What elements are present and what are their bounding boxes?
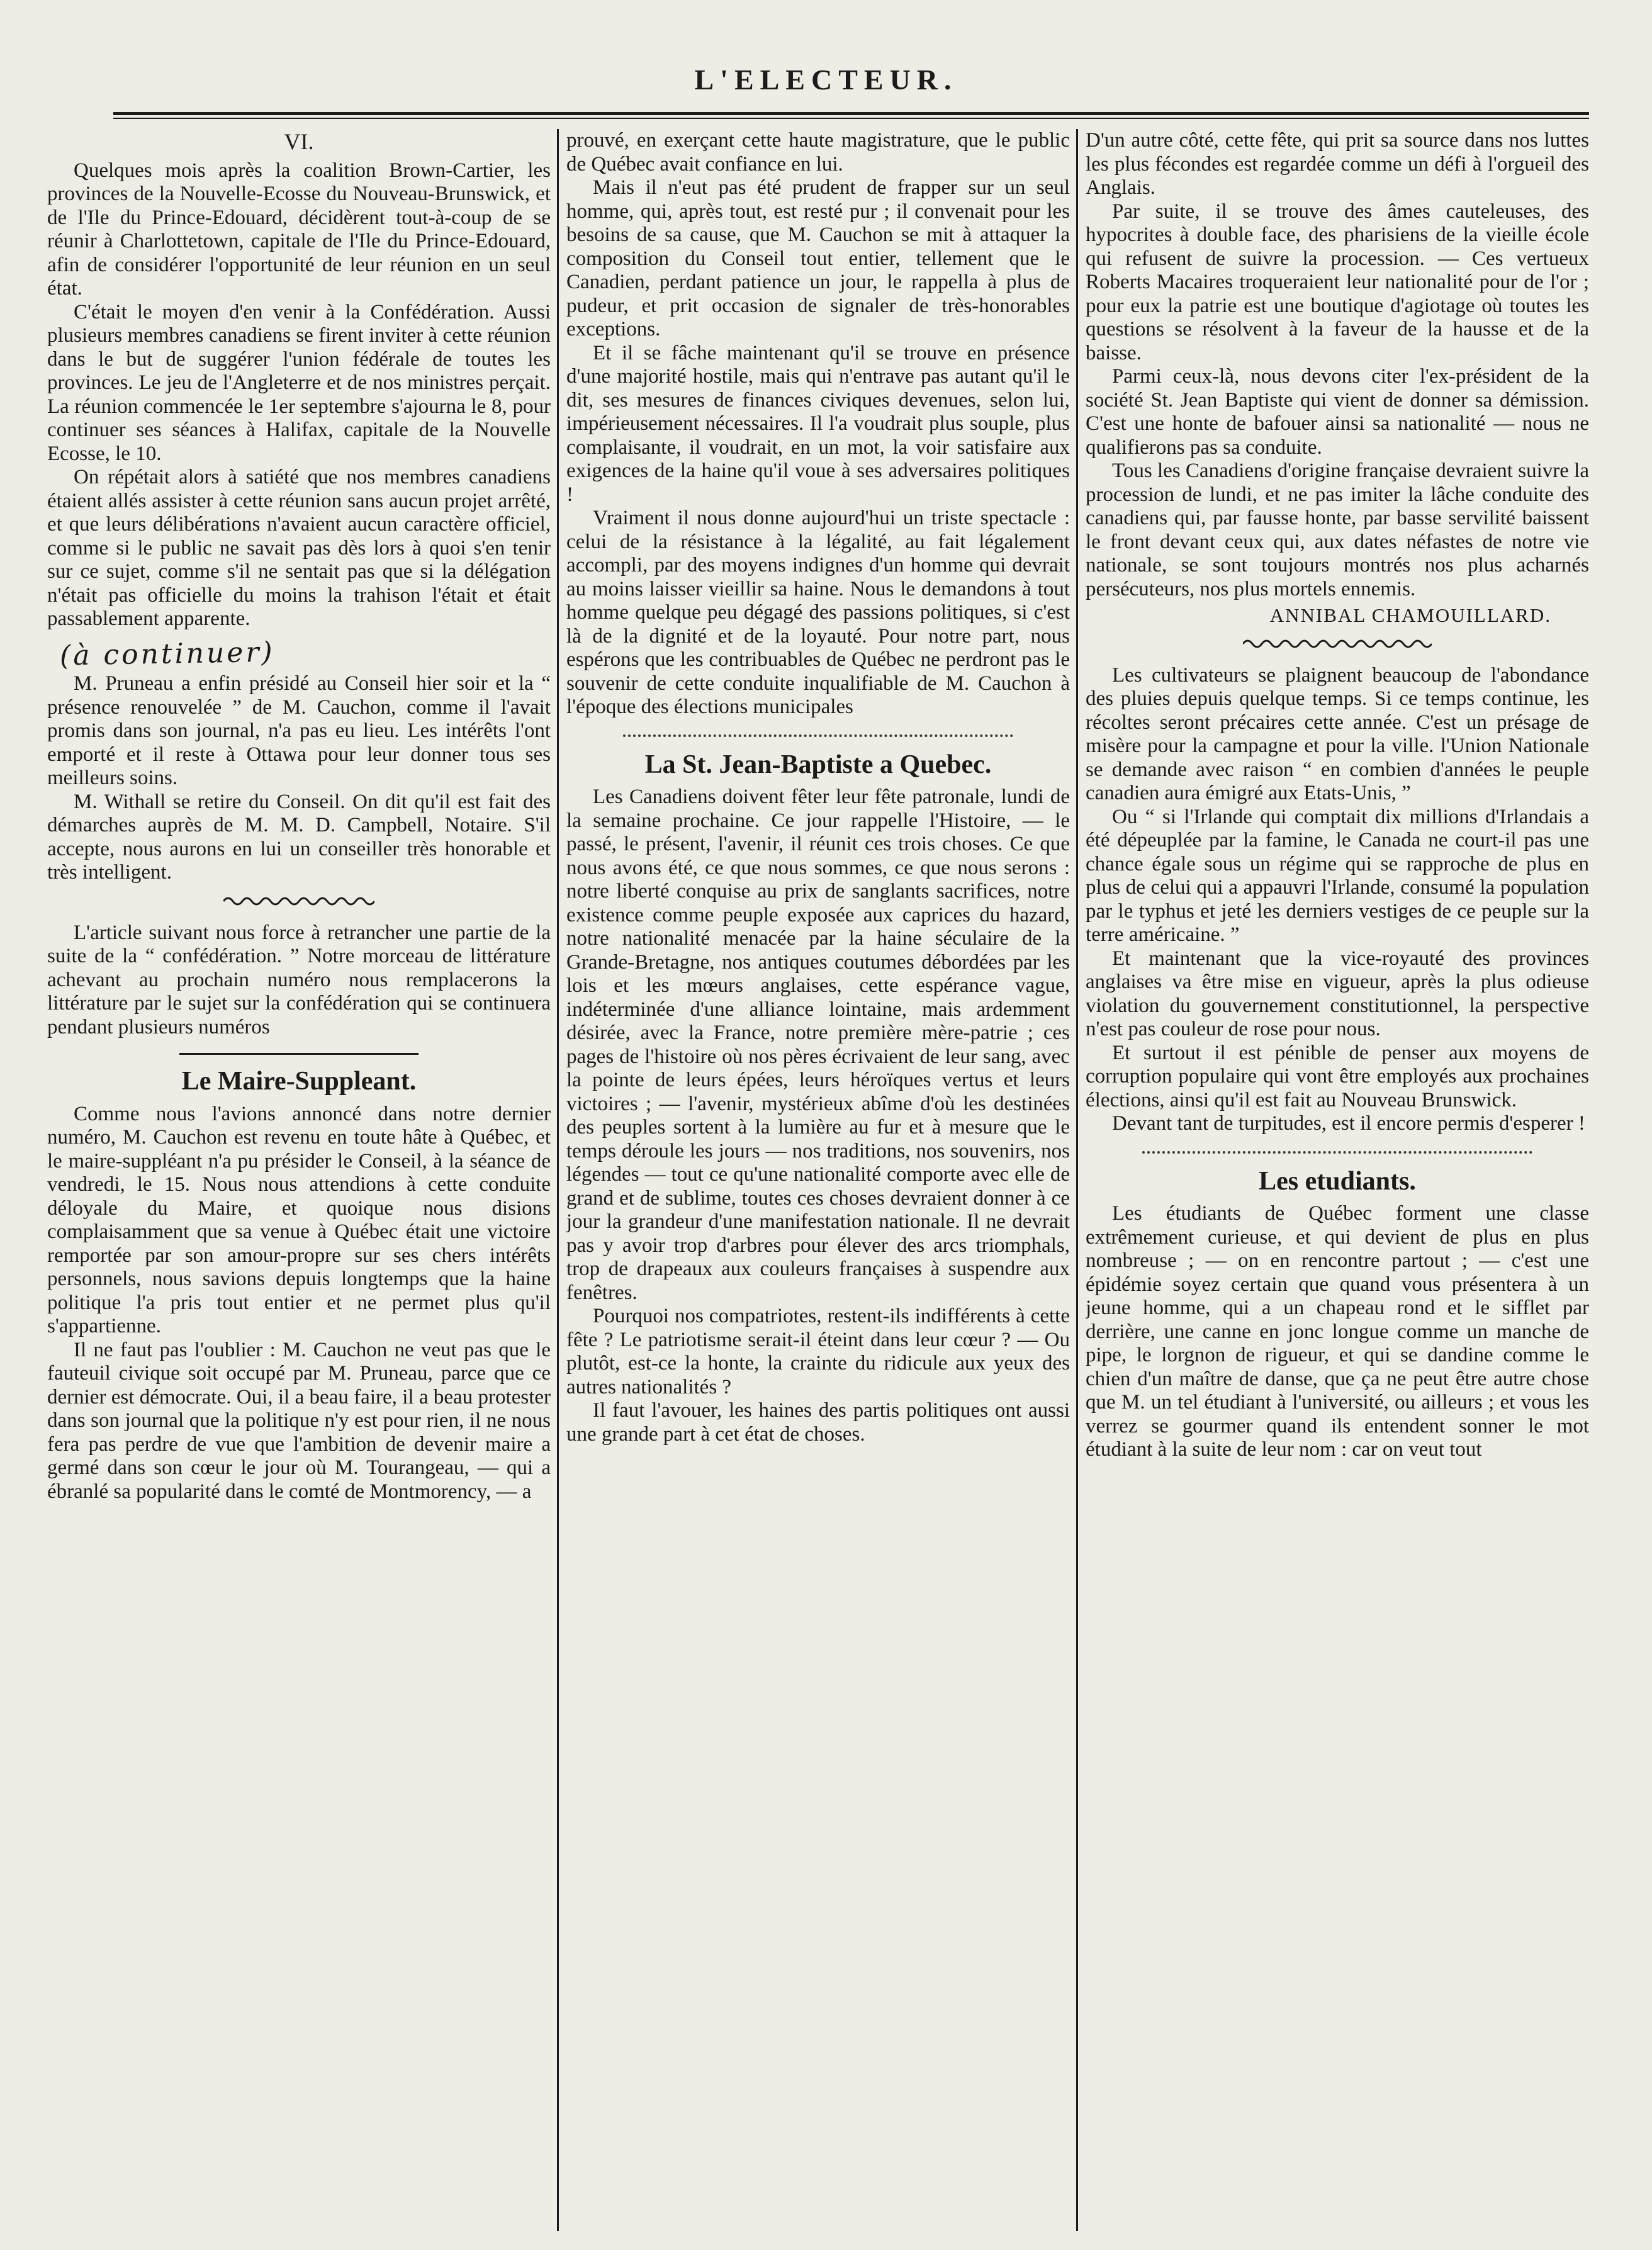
article-paragraph: Quelques mois après la coalition Brown-Cartier, les provinces de la Nouvelle-Ecosse du Nouveau-Brunswick, et de l'Ile du Prince-Edouard, décidèrent tout-à-coup de se réunir à Charlottetown, capitale de l'Ile du Prince-Edouard, afin de considérer l'opportunité de leur réunion en un seul état.	[47, 159, 551, 300]
article-paragraph: Les Canadiens doivent fêter leur fête patronale, lundi de la semaine prochaine. Ce jour rappelle l'Histoire, — le passé, le présent, l'avenir, il réunit ces trois choses. Ce que nous avons été, ce que nous sommes, ce que nous serons : notre liberté conquise au prix de sanglants sacrifices, notre existence comme peuple exposée aux caprices du hazard, notre nationalité menacée par la haine séculaire de la Grande-Bretagne, nos antiques coutumes débordées par les lois et les mœurs anglaises, cette espérance vague, indéterminée d'une alliance lointaine, mais ardemment désirée, avec la France, notre première mère-patrie ; ces pages de l'histoire où nos pères écrivaient de leur sang, avec la pointe de leurs épées, leurs héroïques vertus et leurs victoires ; — l'avenir, mystérieux abîme d'où les destinées des peuples sortent à la lumière au fur et à mesure que le temps déroule les jours — nos traditions, nos souvenirs, nos légendes — tout ce qu'une nationalité comporte avec elle de grand et de sublime, toutes ces choses devraient donner à ce jour la grandeur d'une manifestation nationale. Il ne devrait pas y avoir trop d'arbres pour élever des arcs triomphals, trop de drapeaux aux couleurs françaises à suspendre aux fenêtres.	[566, 785, 1070, 1304]
handwritten-annotation: (à continuer)	[59, 636, 275, 672]
column-3	[1086, 129, 1589, 2231]
news-paragraph: M. Withall se retire du Conseil. On dit qu'il est fait des démarches auprès de M. M. D. Campbell, Notaire. S'il accepte, nous aurons en lui un conseiller très honorable et très intelligent.	[47, 790, 551, 884]
news-paragraph: Et surtout il est pénible de penser aux moyens de corruption populaire qui vont être employés aux prochaines élections, ainsi qu'il est fait au Nouveau Brunswick.	[1086, 1041, 1589, 1111]
article-paragraph: Par suite, il se trouve des âmes cauteleuses, des hypocrites à double face, des pharisiens de la vieille école qui refusent de suivre la procession. — Ces vertueux Roberts Macaires troqueraient leur nationalité pour de l'or ; pour eux la patrie est une boutique d'agiotage où toutes les questions se résolvent à la faveur de la hausse et de la baisse.	[1086, 200, 1589, 364]
article-headline: Le Maire-Suppleant.	[181, 1067, 417, 1096]
notice-paragraph: L'article suivant nous force à retrancher une partie de la suite de la “ confédération. ” Notre morceau de littérature achevant au prochain numéro nous remplacerons la littérature par le sujet sur la confédération qui se continuera pendant plusieurs numéros	[47, 921, 551, 1038]
column-1	[47, 129, 551, 2231]
article-paragraph: Il ne faut pas l'oublier : M. Cauchon ne veut pas que le fauteuil civique soit occupé par M. Pruneau, parce que ce dernier est démocrate. Oui, il a beau faire, il a beau protester dans son journal que la politique n'y est pour rien, il ne nous fera pas perdre de vue que l'ambition de devenir maire a germé dans son cœur le jour où M. Tourangeau, — qui a ébranlé sa popularité dans le comté de Montmorency, — a	[47, 1338, 551, 1503]
news-paragraph: Ou “ si l'Irlande qui comptait dix millions d'Irlandais a été dépeuplée par la famine, le Canada ne court-il pas une chance égale sous un régime qui se rapproche de plus en plus de celui qui a appauvri l'Irlande, consumé la population par le typhus et jeté les derniers vestiges de ce peuple sur la terre américaine. ”	[1086, 805, 1589, 946]
wavy-separator	[223, 895, 374, 908]
article-paragraph: Vraiment il nous donne aujourd'hui un triste spectacle : celui de la résistance à la légalité, au fait légalement accompli, par des moyens indignes d'un homme qui devrait au moins laisser vieillir sa haine. Nous le demandons à tout homme quelque peu dégagé des passions politiques, si c'est là de la dignité et de la loyauté. Pour notre part, nous espérons que les contribuables de Québec ne perdront pas le souvenir de cette conduite inqualifiable de M. Cauchon à l'époque des élections municipales	[566, 507, 1070, 718]
article-paragraph: C'était le moyen d'en venir à la Confédération. Aussi plusieurs membres canadiens se firent inviter à cette réunion dans le but de suggérer l'union fédérale de toutes les provinces. Le jeu de l'Angleterre et de nos ministres perçait. La réunion commencée le 1er septembre s'ajourna le 8, pour continuer ses séances à Halifax, capitale de la Nouvelle Ecosse, le 10.	[47, 300, 551, 465]
article-paragraph: D'un autre côté, cette fête, qui prit sa source dans nos luttes les plus fécondes est regardée comme un défi à l'orgueil des Anglais.	[1086, 129, 1589, 199]
article-headline: La St. Jean-Baptiste a Quebec.	[644, 750, 992, 779]
article-paragraph: Parmi ceux-là, nous devons citer l'ex-président de la société St. Jean Baptiste qui vient de donner sa démission. C'est une honte de bafouer ainsi sa nationalité — nous ne qualifierons pas sa conduite.	[1086, 365, 1589, 459]
news-paragraph: Devant tant de turpitudes, est il encore permis d'esperer !	[1112, 1112, 1585, 1135]
article-paragraph: Mais il n'eut pas été prudent de frapper sur un seul homme, qui, après tout, est resté pur ; il convenait pour les besoins de sa cause, que M. Cauchon se mit à attaquer la composition du Conseil tout entier, tellement que le Canadien, perdant patience un jour, le rappella à plus de pudeur, et prit occasion de signaler de très-honorables exceptions.	[566, 176, 1070, 340]
news-paragraph: M. Pruneau a enfin présidé au Conseil hier soir et la “ présence renouvelée ” de M. Cauchon, comme il l'avait promis dans son journal, n'a pas eu lieu. Les intérêts l'ont emporté et il reste à Ottawa pour leur donner tous ses meilleurs soins.	[47, 672, 551, 789]
section-rule	[179, 1053, 419, 1055]
article-headline: Les etudiants.	[1259, 1166, 1416, 1196]
masthead: L'ELECTEUR.	[694, 64, 958, 96]
news-paragraph: Les cultivateurs se plaignent beaucoup de l'abondance des pluies depuis quelque temps. Si ce temps continue, les récoltes seront précaires cette année. C'est un présage de misère pour la campagne et pour la ville. l'Union Nationale se demande avec raison “ en combien d'années le peuple canadien aura émigré aux Etats-Unis, ”	[1086, 663, 1589, 804]
masthead-rule	[113, 112, 1589, 115]
article-paragraph: On répétait alors à satiété que nos membres canadiens étaient allés assister à cette réunion sans aucun projet arrêté, et que leurs délibérations n'avaient aucun caractère officiel, comme si le public ne savait pas dès lors à quoi s'en tenir sur ce sujet, comme s'il ne sentait pas que si la délégation n'était pas officielle du moins la trahison l'était et était passablement apparente.	[47, 466, 551, 630]
article-paragraph: Comme nous l'avions annoncé dans notre dernier numéro, M. Cauchon est revenu en toute hâte à Québec, et le maire-suppléant n'a pu présider le Conseil, à la séance de vendredi, le 15. Nous nous attendions à cette conduite déloyale du Maire, et quoique nous disions complaisamment que sa venue à Québec était une victoire remportée par son amour-propre sur ses chers intérêts personnels, nous savions depuis longtemps que la haine politique l'a pris tout entier et ne permet plus qu'il s'appartienne.	[47, 1102, 551, 1337]
article-paragraph: prouvé, en exerçant cette haute magistrature, que le public de Québec avait confiance en lui.	[566, 129, 1070, 176]
wavy-separator	[1243, 638, 1432, 650]
article-paragraph: Les étudiants de Québec forment une classe extrêmement curieuse, et qui devient de plus en plus nombreuse ; — on en rencontre partout ; — c'est une épidémie soyez certain que quand vous présentera à un jeune homme, qui a un chapeau rond et le sifflet par derrière, une canne en jonc longue comme un manche de pipe, le lorgnon de rigueur, et qui se dandine comme le chien d'un maître de danse, que ça ne peut être autre chose que M. un tel étudiant à l'université, ou ailleurs ; et vous les verrez se gourmer quand ils entendent sonner le mot étudiant à la suite de leur nom : car on veut tout	[1086, 1202, 1589, 1461]
news-paragraph: Et maintenant que la vice-royauté des provinces anglaises va être mise en vigueur, après la plus odieuse violation du gouvernement constitutionnel, la perspective n'est pas couleur de rose pour nous.	[1086, 947, 1589, 1040]
article-paragraph: Il faut l'avouer, les haines des partis politiques ont aussi une grande part à cet état de choses.	[566, 1399, 1070, 1446]
dotted-separator	[623, 734, 1013, 737]
article-paragraph: Pourquoi nos compatriotes, restent-ils indifférents à cette fête ? Le patriotisme serait-il éteint dans leur cœur ? — Ou plutôt, est-ce la honte, la crainte du ridicule aux yeux des autres nationalités ?	[566, 1305, 1070, 1398]
article-paragraph: Et il se fâche maintenant qu'il se trouve en présence d'une majorité hostile, mais qui n'entrave pas autant qu'il le dit, ses mesures de finances civiques devenues, selon lui, impérieusement nécessaires. Il l'a voudrait plus souple, plus complaisante, il voudrait, en un mot, la voir satisfaire aux exigences de la haine qu'il voue à ses adversaires politiques !	[566, 341, 1070, 506]
section-number: VI.	[284, 129, 314, 154]
column-divider-1	[557, 129, 559, 2231]
masthead-rule-thin	[113, 118, 1589, 119]
author-signature: ANNIBAL CHAMOUILLARD.	[1269, 604, 1551, 626]
article-paragraph: Tous les Canadiens d'origine française devraient suivre la procession de lundi, et ne pas imiter la lâche conduite des canadiens qui, par fausse honte, par basse servilité baissent le front devant ceux qui, aux dates néfastes de notre vie nationale, se sont toujours montrés nos plus acharnés persécuteurs, nos plus mortels ennemis.	[1086, 459, 1589, 600]
column-divider-2	[1076, 129, 1078, 2231]
dotted-separator	[1142, 1151, 1532, 1154]
column-2	[566, 129, 1070, 2231]
